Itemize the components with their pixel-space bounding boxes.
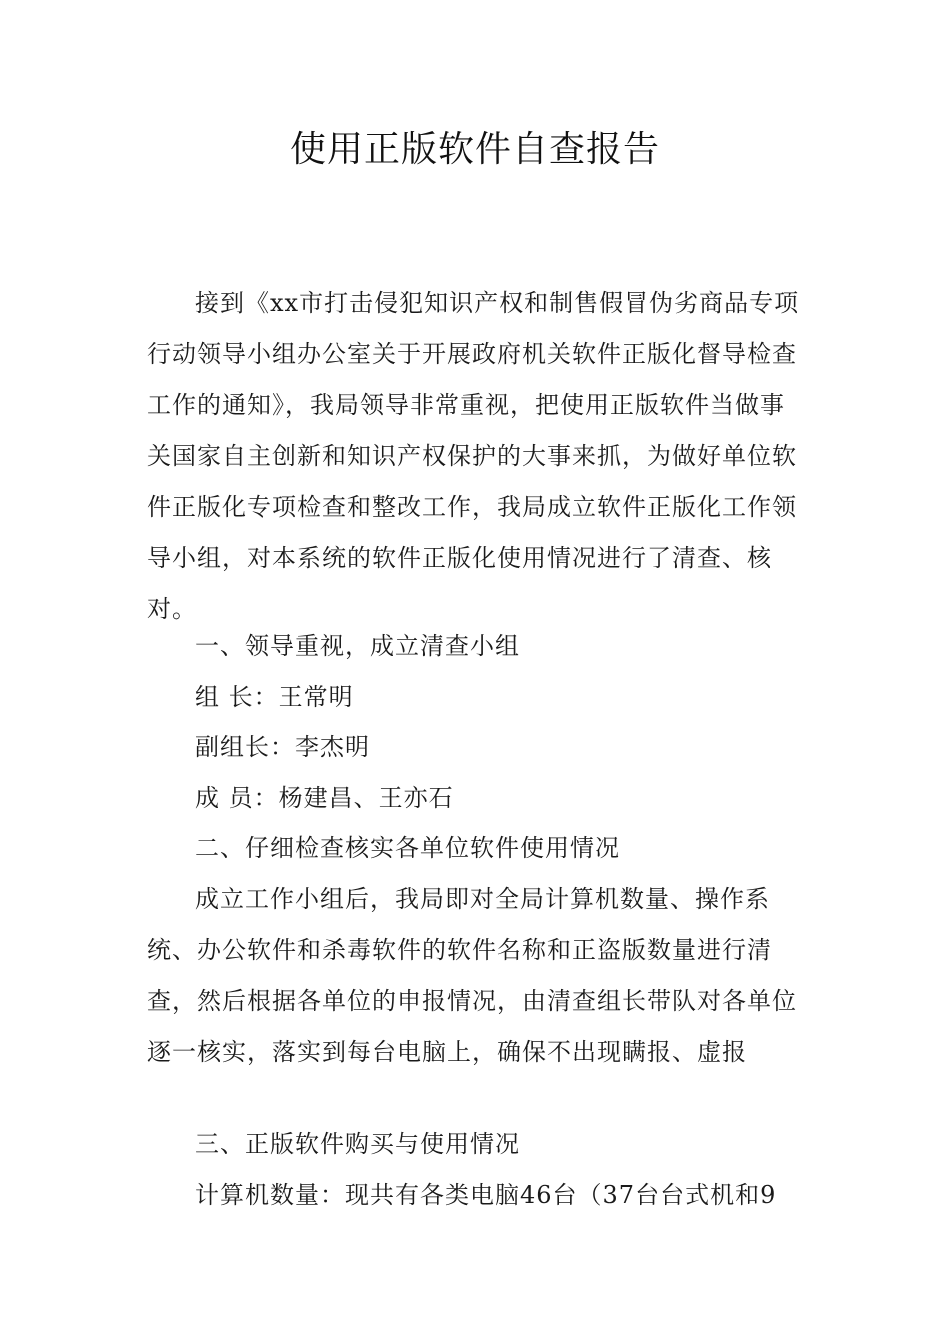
section-3-heading: 三、正版软件购买与使用情况 (195, 1130, 520, 1158)
section-1-heading: 一、领导重视，成立清查小组 (195, 632, 520, 660)
leader-line: 组 长：王常明 (195, 683, 354, 711)
intro-paragraph: 接到《xx市打击侵犯知识产权和制售假冒伪劣商品专项行动领导小组办公室关于开展政府机关软件正版化督导检查工作的通知》，我局领导非常重视，把使用正版软件当做事关国家自主创新和知识产权保护的大事来抓，为做好单位软件正版化专项检查和整改工作，我局成立软件正版化工作领导小组，对本系统的软件正版化使用情况进行了清查、核对。 (147, 289, 800, 623)
deputy-leader-line: 副组长：李杰明 (195, 733, 370, 761)
section-2-heading: 二、仔细检查核实各单位软件使用情况 (195, 834, 620, 862)
check-paragraph: 成立工作小组后，我局即对全局计算机数量、操作系统、办公软件和杀毒软件的软件名称和正盗版数量进行清查，然后根据各单位的申报情况，由清查组长带队对各单位逐一核实，落实到每台电脑上，确保不出现瞒报、虚报 (147, 885, 797, 1066)
document-title: 使用正版软件自查报告 (289, 129, 660, 170)
computer-count-line: 计算机数量：现共有各类电脑46台（37台台式机和9 (195, 1181, 777, 1209)
members-line: 成 员：杨建昌、王亦石 (195, 784, 454, 812)
